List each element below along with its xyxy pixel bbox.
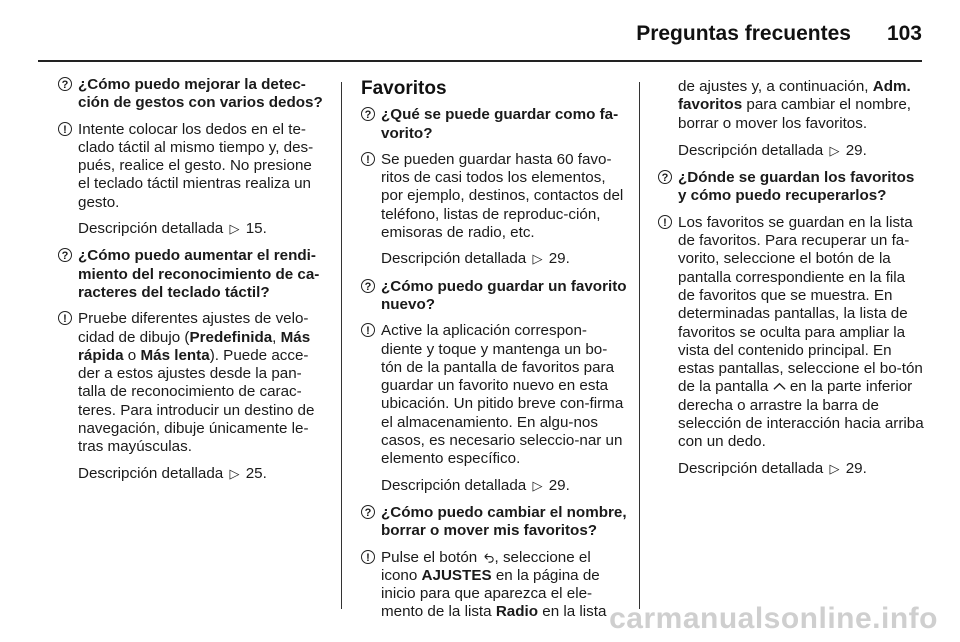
question: ? ¿Cómo puedo mejorar la detec-ción de gestos con varios dedos? [58,76,324,113]
arrow-reference-icon: ▷ [532,251,543,267]
page-reference-link[interactable]: 25. [245,464,267,482]
exclamation-circle-icon: ! [58,311,72,325]
question-circle-icon: ? [658,170,672,184]
exclamation-circle-icon: ! [58,122,72,136]
arrow-reference-icon: ▷ [229,465,240,481]
question-circle-icon: ? [361,107,375,121]
column-2 [361,76,627,630]
question: ? ¿Cómo puedo aumentar el rendi-miento del reconocimiento de ca-racteres del teclado táctil? [58,247,324,302]
watermark: carmanualsonline.info [609,602,938,635]
question: ? ¿Qué se puede guardar como fa-vorito? [361,106,627,143]
question-circle-icon: ? [58,77,72,91]
exclamation-circle-icon: ! [361,152,375,166]
reference: Descripción detallada ▷ 29. [678,459,867,477]
chevron-up-icon [773,380,786,393]
question: ? ¿Cómo puedo cambiar el nombre, borrar o mover mis favoritos? [361,504,627,541]
answer: ! Se pueden guardar hasta 60 favo-ritos de casi todos los elementos, por ejemplo, destinos, contactos del teléfono, listas de reproduc-ción, emisoras de radio, etc. [361,151,627,242]
question-circle-icon: ? [361,279,375,293]
page-reference-link[interactable]: 29. [548,250,570,268]
page-reference-link[interactable]: 29. [548,476,570,494]
column-1 [58,76,324,492]
reference: Descripción detallada ▷ 29. [381,250,570,268]
question: ? ¿Cómo puedo guardar un favorito nuevo? [361,278,627,315]
column-divider-2 [639,82,640,609]
arrow-reference-icon: ▷ [229,221,240,237]
exclamation-circle-icon: ! [658,215,672,229]
header-divider [38,60,922,62]
page-reference-link[interactable]: 15. [245,220,267,238]
column-3 [658,76,924,487]
answer-continued: de ajustes y, a continuación, Adm. favoritos para cambiar el nombre, borrar o mover los favoritos. [678,78,911,132]
column-divider-1 [341,82,342,609]
answer: ! Pulse el botón , seleccione el icono AJUSTES en la página de inicio para que aparezca el ele-mento de la lista Radio en la lista [361,549,627,622]
section-title: Favoritos [361,78,447,99]
reference: Descripción detallada ▷ 15. [78,220,267,238]
page-header [38,14,922,54]
answer: ! Intente colocar los dedos en el te-clado táctil al mismo tiempo y, des-pués, realice el gesto. No presione el teclado táctil mientras realiza un gesto. [58,121,324,212]
back-arrow-icon [482,551,495,564]
reference: Descripción detallada ▷ 29. [678,141,867,159]
arrow-reference-icon: ▷ [829,460,840,476]
reference: Descripción detallada ▷ 29. [381,476,570,494]
exclamation-circle-icon: ! [361,323,375,337]
arrow-reference-icon: ▷ [532,477,543,493]
question: ? ¿Dónde se guardan los favoritos y cómo puedo recuperarlos? [658,169,924,206]
answer: ! Active la aplicación correspon-diente y toque y mantenga un bo-tón de la pantalla de favoritos para guardar un favorito nuevo en esta ubicación. Un pitido breve con-firma el almacenamiento. En algu-nos casos, es necesario seleccio-nar un elemento específico. [361,322,627,468]
arrow-reference-icon: ▷ [829,142,840,158]
exclamation-circle-icon: ! [361,550,375,564]
page-reference-link[interactable]: 29. [845,141,867,159]
answer: ! Los favoritos se guardan en la lista de favoritos. Para recuperar un fa-vorito, seleccione el botón de la pantalla correspondiente en la fila de favoritos que se muestra. En determinadas pantallas, la lista de favoritos se oculta para ampliar la vista del contenido principal. En estas pantallas, seleccione el bo-tón de la pantalla en la parte inferior derecha o arrastre la barra de selección de interacción hacia arriba con un dedo. [658,214,924,452]
question-circle-icon: ? [58,248,72,262]
question-circle-icon: ? [361,505,375,519]
reference: Descripción detallada ▷ 25. [78,464,267,482]
page-reference-link[interactable]: 29. [845,459,867,477]
page-number: 103 [886,22,922,45]
page-title: Preguntas frecuentes [636,22,851,45]
answer: ! Pruebe diferentes ajustes de velo-cidad de dibujo (Predefinida, Más rápida o Más lenta). Puede acce-der a estos ajustes desde la pan-talla de reconocimiento de carac-teres. Para introducir un destino de navegación, dibuje únicamente le-tras mayúsculas. [58,310,324,456]
